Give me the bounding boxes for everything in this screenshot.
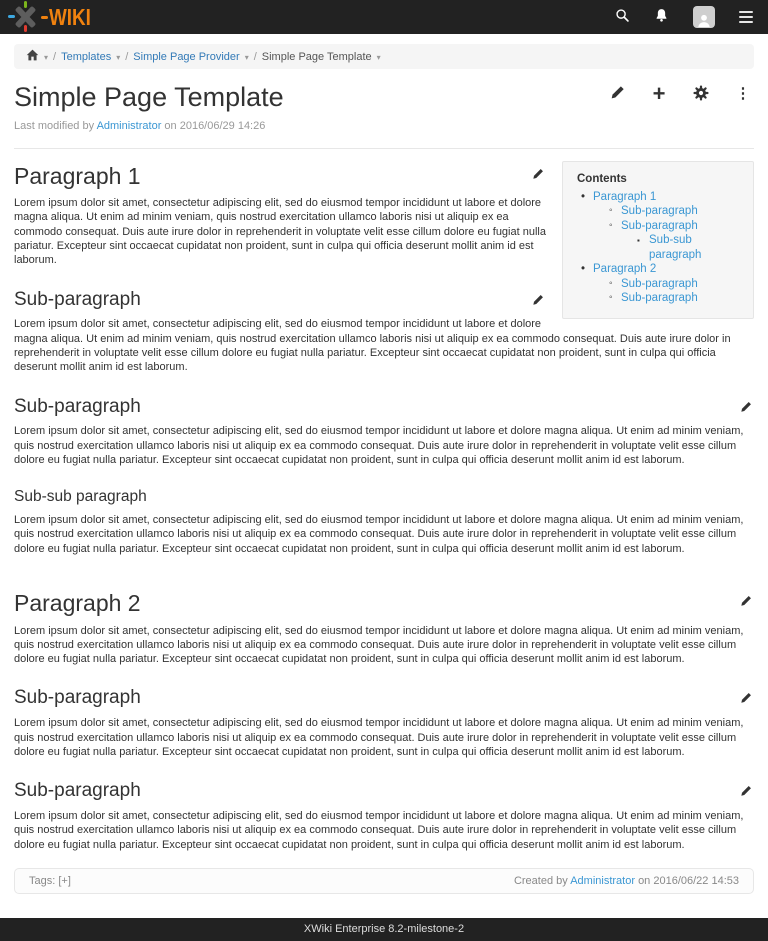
xwiki-logo-x-icon	[13, 5, 38, 29]
section-paragraph-text: Lorem ipsum dolor sit amet, consectetur adipiscing elit, sed do eiusmod tempor incididunt ut labore et dolore magna aliqua. Ut enim ad minim veniam, quis nostrud exercitation ullamco laboris nisi ut aliquip ex ea commodo consequat. Duis aute irure dolor in reprehenderit in voluptate velit esse cillum dolore eu fugiat nulla pariatur. Excepteur sint occaecat cupidatat non proident, sunt in culpa qui officia deserunt mollit anim id est laborum.	[14, 717, 744, 758]
chevron-down-icon[interactable]: ▾	[116, 52, 121, 62]
section-sub-paragraph-2	[14, 396, 754, 468]
breadcrumb-item-templates[interactable]: Templates	[61, 50, 112, 63]
search-button[interactable]	[613, 6, 632, 28]
xwiki-version-text: XWiki Enterprise 8.2-milestone-2	[303, 922, 465, 935]
section-paragraph-text: Lorem ipsum dolor sit amet, consectetur adipiscing elit, sed do eiusmod tempor incididunt ut labore et dolore magna aliqua. Ut enim ad minim veniam, quis nostrud exercitation ullamco laboris nisi ut aliquip ex ea commodo consequat. Duis aute irure dolor in reprehenderit in voluptate velit esse cillum dolore eu fugiat nulla pariatur. Excepteur sint occaecat cupidatat non proident, sunt in culpa qui officia deserunt mollit anim id est laborum.	[14, 624, 744, 666]
toc-link-sub-paragraph[interactable]: Sub-paragraph	[621, 292, 698, 305]
hamburger-menu-icon	[739, 11, 753, 23]
toc-title: Contents	[577, 172, 627, 185]
user-menu-button[interactable]	[691, 4, 717, 30]
edit-pencil-icon	[740, 692, 752, 707]
section-paragraph-text: Lorem ipsum dolor sit amet, consectetur adipiscing elit, sed do eiusmod tempor incididunt ut labore et dolore magna aliqua. Ut enim ad minim veniam, quis nostrud exercitation ullamco laboris nisi ut aliquip ex ea commodo consequat. Duis aute irure dolor in reprehenderit in voluptate velit esse cillum dolore eu fugiat nulla pariatur. Excepteur sint occaecat cupidatat non proident, sunt in culpa qui officia deserunt mollit anim id est laborum.	[14, 514, 744, 555]
more-actions-button[interactable]: ⋮	[735, 85, 751, 102]
breadcrumb-separator: /	[53, 50, 57, 63]
document-header	[0, 69, 768, 132]
xwiki-logo-text: WIKI	[49, 3, 91, 30]
breadcrumb-item-current: Simple Page Template	[261, 50, 372, 63]
notifications-bell-icon	[654, 8, 669, 26]
gear-icon	[693, 85, 709, 104]
version-footer-bar	[0, 918, 768, 941]
last-modified-suffix: on 2016/06/29 14:26	[164, 119, 266, 132]
last-modified-line	[14, 120, 754, 132]
edit-pencil-icon	[610, 85, 625, 103]
section-paragraph-text: Lorem ipsum dolor sit amet, consectetur adipiscing elit, sed do eiusmod tempor incididunt ut labore et dolore magna aliqua. Ut enim ad minim veniam, quis nostrud exercitation ullamco laboris nisi ut aliquip ex ea commodo consequat. Duis aute irure dolor in reprehenderit in voluptate velit esse cillum dolore eu fugiat nulla pariatur. Excepteur sint occaecat cupidatat non proident, sunt in culpa qui officia deserunt mollit anim id est laborum.	[14, 425, 744, 467]
administer-page-button[interactable]	[692, 85, 710, 103]
search-icon	[615, 8, 630, 26]
last-modified-author-link[interactable]: Administrator	[96, 119, 162, 132]
breadcrumb-separator: /	[125, 50, 129, 63]
toc-link-sub-sub-paragraph[interactable]: Sub-sub paragraph	[649, 234, 702, 261]
table-of-contents-panel	[562, 161, 754, 319]
breadcrumb-home-link[interactable]	[26, 49, 39, 64]
breadcrumb	[14, 44, 754, 69]
section-sub-paragraph-3	[14, 687, 754, 759]
section-heading: Sub-paragraph	[14, 396, 754, 418]
toc-item	[569, 204, 741, 219]
tags-label: Tags:	[29, 874, 56, 887]
section-paragraph-text: Lorem ipsum dolor sit amet, consectetur adipiscing elit, sed do eiusmod tempor incididunt ut labore et dolore magna aliqua. Ut enim ad minim veniam, quis nostrud exercitation ullamco laboris nisi ut aliquip ex ea commodo consequat. Duis aute irure dolor in reprehenderit in voluptate velit esse cillum dolore eu fugiat nulla pariatur. Excepteur sint occaecat cupidatat non proident, sunt in culpa qui officia deserunt mollit anim id est laborum.	[14, 809, 744, 851]
section-sub-paragraph-4	[14, 780, 754, 852]
created-prefix: Created by	[513, 874, 568, 887]
section-heading: Sub-sub paragraph	[14, 488, 147, 506]
notifications-button[interactable]	[652, 6, 671, 28]
chevron-down-icon[interactable]: ▾	[44, 52, 49, 62]
document-footer	[14, 868, 754, 894]
xwiki-logo[interactable]	[13, 5, 100, 29]
section-edit-button[interactable]	[530, 292, 546, 311]
toc-link-sub-paragraph[interactable]: Sub-paragraph	[621, 277, 698, 290]
chevron-down-icon[interactable]: ▾	[244, 52, 249, 62]
drawer-menu-button[interactable]	[737, 9, 755, 25]
toc-link-sub-paragraph[interactable]: Sub-paragraph	[621, 219, 698, 232]
page-title: Simple Page Template	[14, 82, 284, 112]
created-author-link[interactable]: Administrator	[570, 874, 635, 887]
edit-pencil-icon	[740, 785, 752, 800]
last-modified-prefix: Last modified by	[14, 119, 95, 132]
breadcrumb-separator: /	[253, 50, 257, 63]
section-edit-button[interactable]	[738, 783, 754, 802]
toc-item	[569, 262, 741, 277]
page-actions	[608, 81, 752, 106]
section-edit-button[interactable]	[738, 593, 754, 612]
user-avatar	[693, 6, 715, 28]
created-line	[514, 875, 739, 887]
section-heading: Sub-paragraph	[14, 687, 754, 709]
toc-link-sub-paragraph[interactable]: Sub-paragraph	[621, 205, 698, 218]
add-tag-button[interactable]: [+]	[58, 874, 71, 887]
chevron-down-icon[interactable]: ▾	[376, 52, 381, 62]
document-content	[0, 149, 768, 854]
toc-item	[569, 277, 741, 292]
section-heading: Sub-paragraph	[14, 289, 754, 311]
toc-link-paragraph-1[interactable]: Paragraph 1	[593, 190, 657, 203]
edit-pencil-icon	[740, 401, 752, 416]
toc-item	[569, 291, 741, 306]
section-heading: Sub-paragraph	[14, 780, 754, 802]
section-heading: Paragraph 2	[14, 590, 754, 616]
toc-item	[569, 219, 741, 234]
section-edit-button[interactable]	[738, 690, 754, 709]
edit-pencil-icon	[740, 595, 752, 610]
toc-item	[569, 190, 741, 205]
section-paragraph-text: Lorem ipsum dolor sit amet, consectetur adipiscing elit, sed do eiusmod tempor incididunt ut labore et dolore magna aliqua. Ut enim ad minim veniam, quis nostrud exercitation ullamco laboris nisi ut aliquip ex ea commodo consequat. Duis aute irure dolor in reprehenderit in voluptate velit esse cillum dolore eu fugiat nulla pariatur. Excepteur sint occaecat cupidatat non proident, sunt in culpa qui officia deserunt mollit anim id est laborum.	[14, 197, 546, 267]
breadcrumb-item-simple-page-provider[interactable]: Simple Page Provider	[133, 50, 240, 63]
top-navigation-bar	[0, 0, 768, 34]
section-paragraph-text: Lorem ipsum dolor sit amet, consectetur adipiscing elit, sed do eiusmod tempor incididunt ut labore et dolore magna aliqua. Ut enim ad minim veniam, quis nostrud exercitation ullamco laboris nisi ut aliquip ex ea commodo consequat. Duis aute irure dolor in reprehenderit in voluptate velit esse cillum dolore eu fugiat nulla pariatur. Excepteur sint occaecat cupidatat non proident, sunt in culpa qui officia deserunt mollit anim id est laborum.	[14, 318, 731, 374]
section-paragraph-2	[14, 590, 754, 666]
toc-link-paragraph-2[interactable]: Paragraph 2	[593, 263, 657, 276]
edit-pencil-icon	[532, 168, 544, 183]
toc-item	[569, 233, 741, 262]
home-icon	[26, 49, 39, 64]
edit-pencil-icon	[532, 294, 544, 309]
section-edit-button[interactable]	[530, 166, 546, 185]
section-sub-sub-paragraph	[14, 488, 754, 556]
create-page-button[interactable]: +	[650, 85, 668, 103]
xwiki-logo-hyphen	[41, 16, 48, 19]
created-suffix: on 2016/06/22 14:53	[638, 874, 739, 887]
section-edit-button[interactable]	[738, 399, 754, 418]
section-heading: Paragraph 1	[14, 163, 754, 189]
edit-page-button[interactable]	[608, 85, 626, 103]
